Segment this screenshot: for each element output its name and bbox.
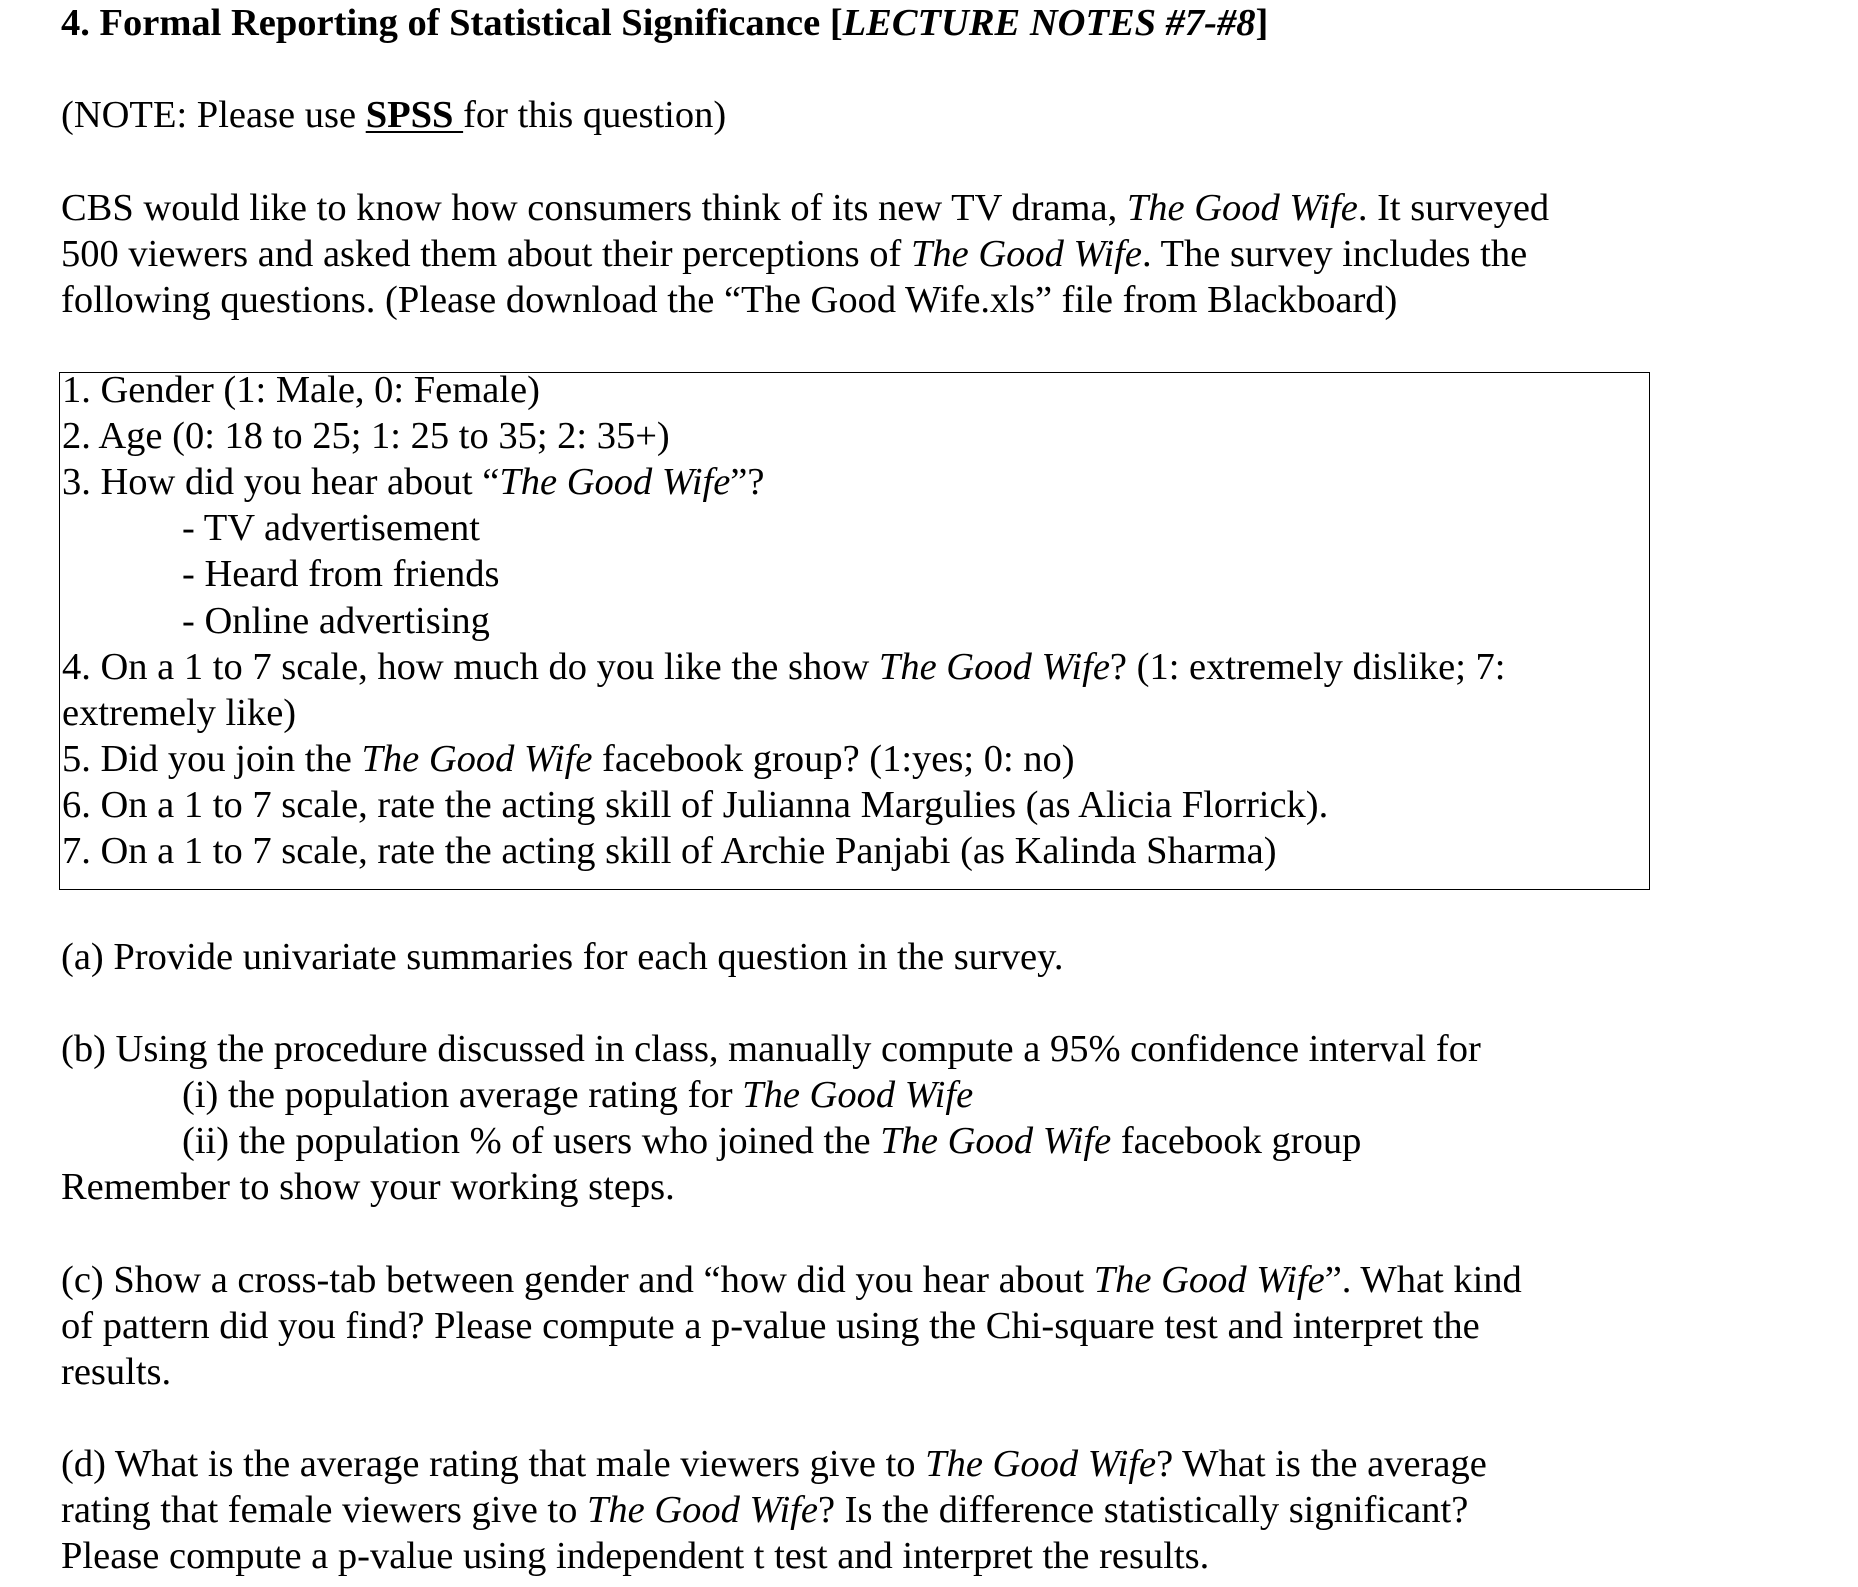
- survey-question-panjabi: 7. On a 1 to 7 scale, rate the acting skill of Archie Panjabi (as Kalinda Sharma): [62, 830, 1277, 872]
- survey-question-gender: 1. Gender (1: Male, 0: Female): [62, 369, 540, 411]
- survey-option-tv: - TV advertisement: [182, 507, 480, 549]
- part-b-item-i: (i) the population average rating for The Good Wife: [182, 1074, 974, 1116]
- intro-line-2: 500 viewers and asked them about their perceptions of The Good Wife. The survey includes the: [61, 233, 1528, 275]
- part-c-line-3: results.: [61, 1351, 172, 1393]
- spss-keyword: SPSS: [365, 94, 464, 136]
- part-d-line-2: rating that female viewers give to The Good Wife? Is the difference statistically significant?: [61, 1489, 1469, 1531]
- survey-question-like-rating: 4. On a 1 to 7 scale, how much do you like the show The Good Wife? (1: extremely dislike; 7:: [62, 646, 1506, 688]
- survey-option-online: - Online advertising: [182, 600, 490, 642]
- survey-question-age: 2. Age (0: 18 to 25; 1: 25 to 35; 2: 35+): [62, 415, 670, 457]
- survey-option-friends: - Heard from friends: [182, 553, 500, 595]
- spss-note: (NOTE: Please use SPSS for this question): [61, 94, 727, 136]
- survey-question-margulies: 6. On a 1 to 7 scale, rate the acting skill of Julianna Margulies (as Alicia Florrick).: [62, 784, 1329, 826]
- survey-question-heard: 3. How did you hear about “The Good Wife”?: [62, 461, 765, 503]
- survey-question-facebook: 5. Did you join the The Good Wife facebook group? (1:yes; 0: no): [62, 738, 1075, 780]
- intro-line-1: CBS would like to know how consumers think of its new TV drama, The Good Wife. It surveyed: [61, 187, 1550, 229]
- part-b-item-ii: (ii) the population % of users who joined the The Good Wife facebook group: [182, 1120, 1362, 1162]
- intro-line-3: following questions. (Please download the “The Good Wife.xls” file from Blackboard): [61, 279, 1398, 321]
- question-title: 4. Formal Reporting of Statistical Significance [LECTURE NOTES #7-#8]: [61, 2, 1269, 44]
- part-c-line-1: (c) Show a cross-tab between gender and “how did you hear about The Good Wife”. What kind: [61, 1259, 1522, 1301]
- part-a: (a) Provide univariate summaries for each question in the survey.: [61, 936, 1064, 978]
- survey-questions-box: [59, 369, 1650, 890]
- part-d-line-3: Please compute a p-value using independent t test and interpret the results.: [61, 1535, 1210, 1577]
- part-c-line-2: of pattern did you find? Please compute a p-value using the Chi-square test and interpret the: [61, 1305, 1480, 1347]
- part-d-line-1: (d) What is the average rating that male viewers give to The Good Wife? What is the average: [61, 1443, 1487, 1485]
- part-b-line-4: Remember to show your working steps.: [61, 1166, 675, 1208]
- part-b-line-1: (b) Using the procedure discussed in class, manually compute a 95% confidence interval for: [61, 1028, 1481, 1070]
- survey-question-like-rating-cont: extremely like): [62, 692, 297, 734]
